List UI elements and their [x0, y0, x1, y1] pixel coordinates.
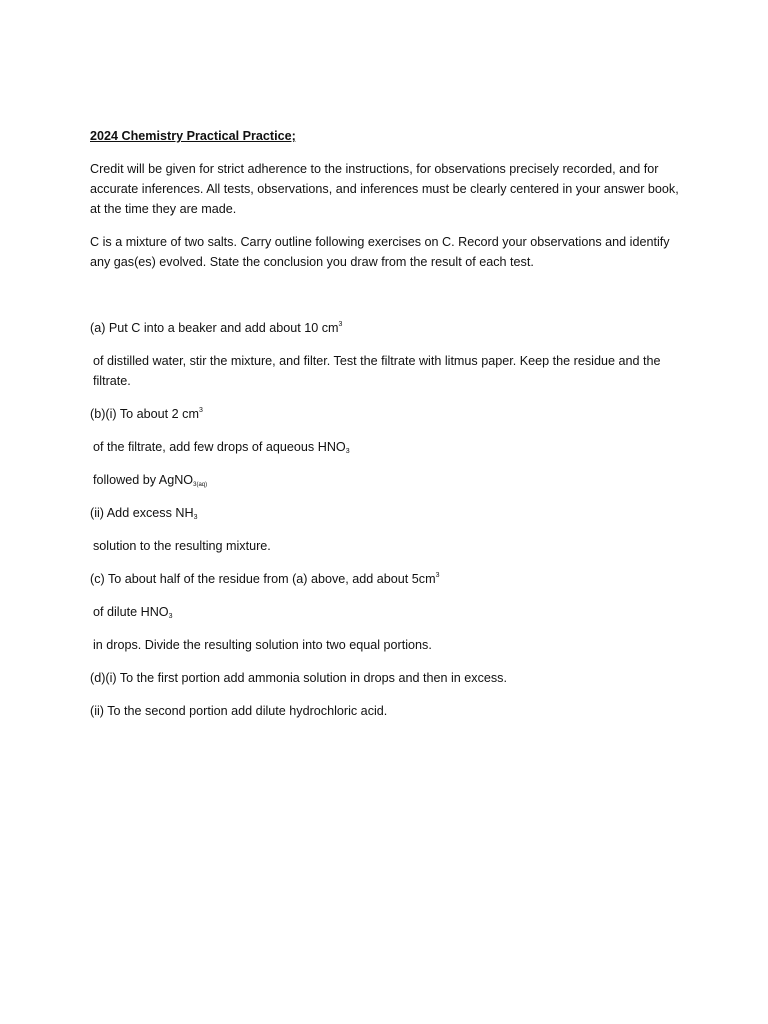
- step-b-i-line-3-text: followed by AgNO: [93, 473, 194, 487]
- instructions-paragraph: Credit will be given for strict adherence to the instructions, for observations precisely recorded, and for accurate inferences. All tests, observations, and inferences must be clearly centered in your answer book, at the time they are made.: [90, 162, 679, 216]
- step-b-ii-line-1: [90, 503, 680, 523]
- step-a-line-1: [90, 318, 680, 338]
- step-a-line-2: of distilled water, stir the mixture, and filter. Test the filtrate with litmus paper. Keep the residue and the filtrate.: [93, 354, 664, 388]
- task-description-paragraph: C is a mixture of two salts. Carry outline following exercises on C. Record your observations and identify any gas(es) evolved. State the conclusion you draw from the result of each test.: [90, 235, 670, 269]
- step-c-line-1: [90, 569, 680, 589]
- document-body: [90, 126, 680, 734]
- step-b-i-line-2-text: of the filtrate, add few drops of aqueous HNO: [93, 440, 346, 454]
- subscript: 3: [168, 613, 173, 620]
- superscript: 3: [435, 572, 440, 579]
- subscript: 3: [193, 514, 198, 521]
- step-b-ii-line-2: solution to the resulting mixture.: [93, 539, 271, 553]
- step-a-text: (a) Put C into a beaker and add about 10 cm: [90, 321, 339, 335]
- step-b-i-text: (b)(i) To about 2 cm: [90, 407, 199, 421]
- step-b-i-line-2: [90, 437, 680, 457]
- subscript: 3: [345, 448, 350, 455]
- document-title: 2024 Chemistry Practical Practice;: [90, 129, 296, 143]
- superscript: 3: [198, 407, 203, 414]
- step-b-i-line-1: [90, 404, 680, 424]
- step-c-line-3: in drops. Divide the resulting solution into two equal portions.: [93, 638, 432, 652]
- spacer: [90, 285, 680, 318]
- step-c-line-2: [90, 602, 680, 622]
- step-b-ii-text: (ii) Add excess NH: [90, 506, 194, 520]
- subscript: 3(aq): [193, 482, 208, 488]
- step-d-ii-line: (ii) To the second portion add dilute hydrochloric acid.: [90, 704, 388, 718]
- step-d-i-line: (d)(i) To the first portion add ammonia solution in drops and then in excess.: [90, 671, 507, 685]
- step-c-line-2-text: of dilute HNO: [93, 605, 169, 619]
- step-b-i-line-3: [90, 470, 680, 490]
- step-c-text: (c) To about half of the residue from (a) above, add about 5cm: [90, 572, 436, 586]
- superscript: 3: [338, 321, 343, 328]
